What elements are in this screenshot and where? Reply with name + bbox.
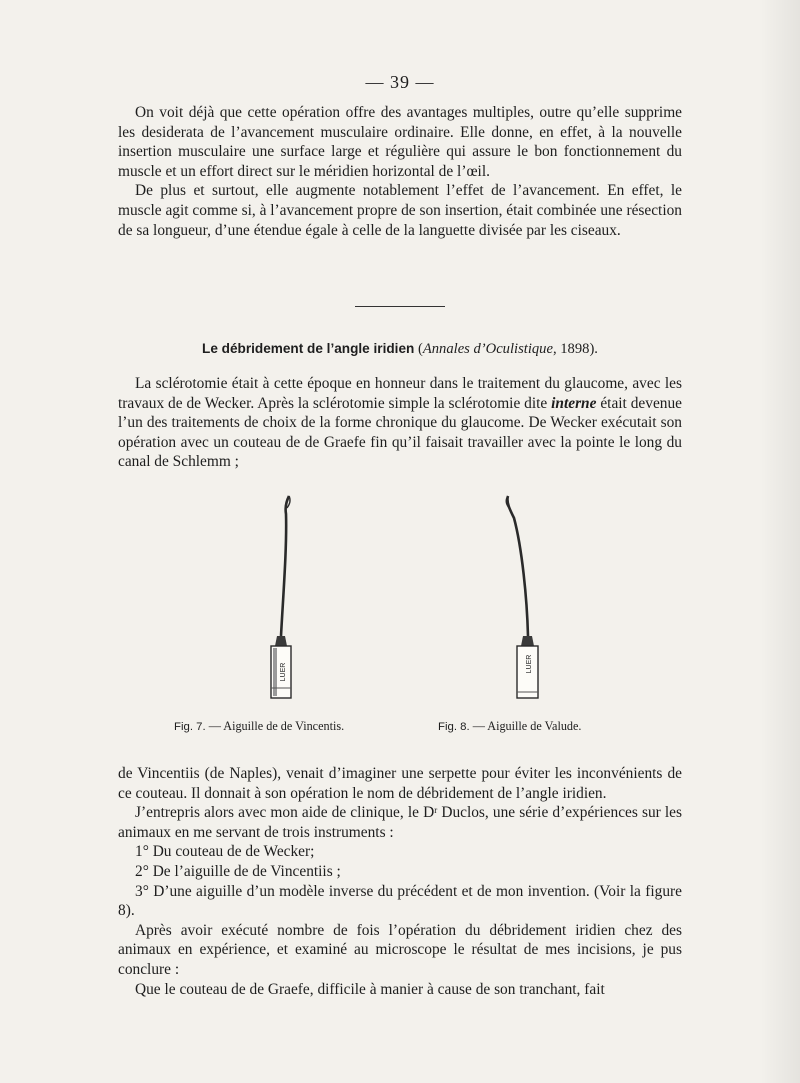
intro-text (118, 103, 682, 240)
text-run: La sclérotomie était à cette époque en honneur dans le traitement du glaucome, avec les travaux de de Wecker. Après la sclérotomie simple la sclérotomie dite (118, 375, 682, 412)
list-item: 2° De l’aiguille de de Vincentiis ; (135, 862, 341, 880)
italic-term: interne (551, 394, 597, 412)
needle-fig7-illustration (271, 496, 291, 698)
text-run: J’entrepris alors avec mon aide de clinique, le D (135, 804, 435, 822)
section-text (118, 374, 682, 472)
section-divider (355, 306, 445, 307)
paragraph: de Vincentiis (de Naples), venait d’imaginer une serpette pour éviter les inconvénients de ce couteau. Il donnait à son opération le nom de débridement de l’angle iridien. (118, 765, 682, 802)
fig7-handle-mark: LUER (280, 662, 287, 682)
fig8-handle-mark: LUER (526, 654, 533, 674)
fig8-label: Fig. 8. (438, 721, 470, 733)
source-journal: Annales d’Oculistique (422, 341, 553, 357)
fig7-label: Fig. 7. (174, 721, 206, 733)
needle-fig8-illustration (506, 496, 538, 698)
figure-8-caption (438, 719, 581, 734)
paragraph (118, 803, 682, 842)
fig8-caption-text: — Aiguille de Valude. (469, 719, 582, 733)
paragraph: Après avoir exécuté nombre de fois l’opération du débridement iridien chez des animaux en expérience, et examiné au microscope le résultat de mes incisions, je pus conclure : (118, 921, 682, 978)
figure-7-caption (174, 719, 344, 734)
text-run: Duclos, une série d’expériences sur les animaux en me servant de trois instruments : (118, 804, 683, 841)
closing-text (118, 764, 682, 999)
figures-area (0, 488, 800, 708)
page-number: — 39 — (365, 72, 435, 92)
superscript: r (434, 805, 438, 816)
source-year: , 1898). (552, 341, 598, 357)
section-heading (0, 341, 800, 358)
list-item: 1° Du couteau de de Wecker; (135, 843, 315, 861)
source-open: ( (417, 341, 423, 357)
text-run: était devenue l’un des traitements de choix de la forme chronique du glaucome. De Wecker exécutait son opération avec un couteau de de Graefe fin qu’il faisait travailler avec la pointe le long du canal de Schlemm ; (118, 394, 682, 471)
paragraph: On voit déjà que cette opération offre des avantages multiples, outre qu’elle supprime les desiderata de l’avancement musculaire ordinaire. Elle donne, en effet, à la nouvelle insertion musculaire une surface large et régulière qui assure le bon fonctionnement du muscle et un effort direct sur le méridien horizontal de l’œil. (118, 104, 682, 180)
list-item: 3° D’une aiguille d’un modèle inverse du précédent et de mon invention. (Voir la figure 8). (118, 882, 682, 920)
section-title: Le débridement de l’angle iridien (202, 341, 415, 356)
paragraph: De plus et surtout, elle augmente notablement l’effet de l’avancement. En effet, le muscle agit comme si, à l’avancement propre de son insertion, était combinée une résection de sa longueur, d’une étendue égale à celle de la languette divisée par les ciseaux. (118, 182, 682, 239)
paragraph (118, 374, 682, 472)
paragraph: Que le couteau de de Graefe, difficile à manier à cause de son tranchant, fait (135, 980, 605, 998)
needle-illustrations (0, 488, 800, 708)
fig7-caption-text: — Aiguille de de Vincentis. (205, 719, 345, 733)
